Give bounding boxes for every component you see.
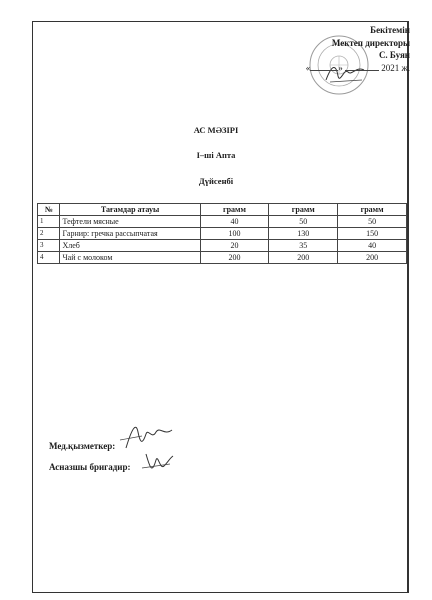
gram-value: 200 xyxy=(269,252,338,264)
approval-position: Мектеп директоры xyxy=(331,37,410,48)
approval-director-name: С. Буян xyxy=(378,50,410,60)
gram-value: 50 xyxy=(338,216,407,228)
col-dish-name: Тағамдар атауы xyxy=(60,204,200,216)
gram-value: 20 xyxy=(200,240,269,252)
approval-block xyxy=(306,24,410,74)
table-row xyxy=(38,252,407,264)
chef-signature xyxy=(140,450,176,478)
gram-value: 40 xyxy=(338,240,407,252)
col-number: № xyxy=(38,204,60,216)
week-label: І–ші Апта xyxy=(196,150,236,160)
dish-name: Чай с молоком xyxy=(60,252,200,264)
table-row xyxy=(38,216,407,228)
approval-date: « » 2021 ж. xyxy=(305,62,410,73)
row-number: 1 xyxy=(38,216,60,228)
dish-name: Хлеб xyxy=(60,240,200,252)
row-number: 2 xyxy=(38,228,60,240)
row-number: 4 xyxy=(38,252,60,264)
col-gram-1: грамм xyxy=(200,204,269,216)
col-gram-2: грамм xyxy=(269,204,338,216)
gram-value: 100 xyxy=(200,228,269,240)
dish-name: Тефтели мясные xyxy=(60,216,200,228)
day-label: Дүйсенбі xyxy=(198,176,234,186)
gram-value: 50 xyxy=(269,216,338,228)
dish-name: Гарнир: гречка рассыпчатая xyxy=(60,228,200,240)
menu-table xyxy=(37,203,407,264)
gram-value: 40 xyxy=(200,216,269,228)
gram-value: 200 xyxy=(338,252,407,264)
gram-value: 35 xyxy=(269,240,338,252)
page-border xyxy=(32,21,409,593)
table-row xyxy=(38,240,407,252)
med-worker-signature xyxy=(118,418,176,452)
gram-value: 130 xyxy=(269,228,338,240)
col-gram-3: грамм xyxy=(338,204,407,216)
chef-label: Асназшы бригадир: xyxy=(49,462,131,472)
gram-value: 200 xyxy=(200,252,269,264)
table-header-row xyxy=(38,204,407,216)
row-number: 3 xyxy=(38,240,60,252)
med-worker-label: Мед.қызметкер: xyxy=(49,441,116,451)
page-title: АС МӘЗІРІ xyxy=(193,125,239,135)
approval-approve: Бекітемін xyxy=(370,25,410,35)
gram-value: 150 xyxy=(338,228,407,240)
table-row xyxy=(38,228,407,240)
